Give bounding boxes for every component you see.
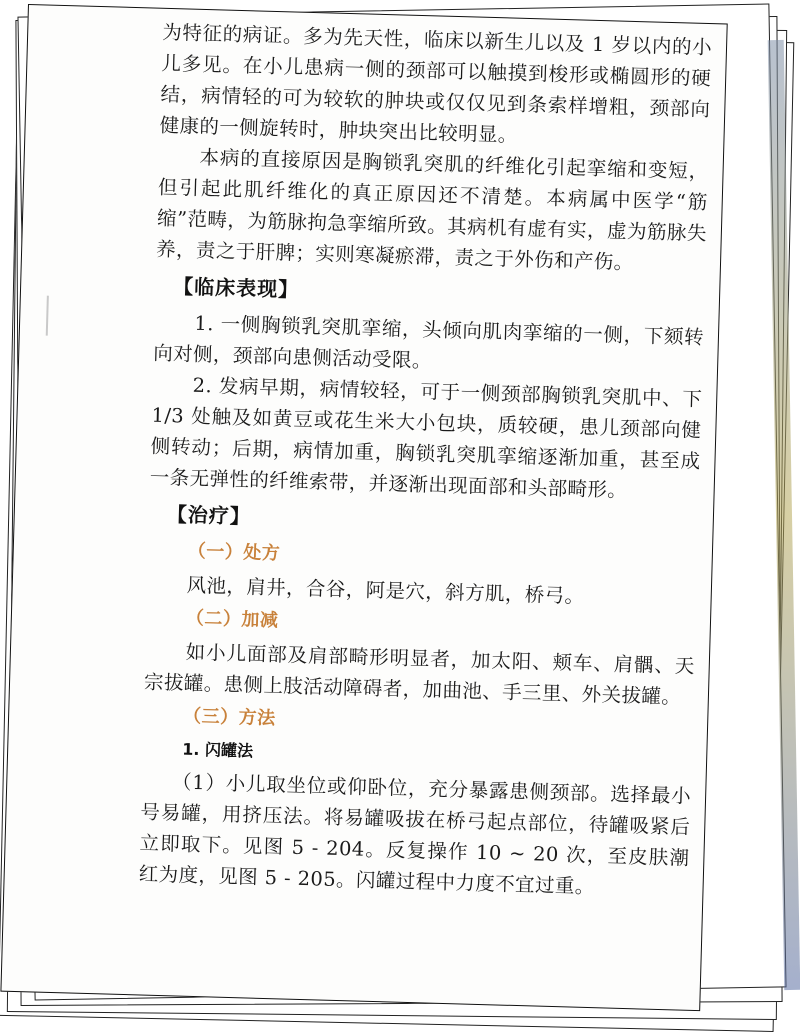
prescription-heading: （一）处方 bbox=[187, 540, 281, 565]
treatment-heading: 【治疗】 bbox=[166, 502, 252, 529]
prescription-text: 风池，肩井，合谷，阿是穴，斜方肌，桥弓。 bbox=[146, 572, 585, 608]
flash-cupping-heading: 1. 闪罐法 bbox=[181, 739, 254, 761]
page-content bbox=[138, 17, 712, 905]
margin-mark bbox=[46, 296, 49, 336]
clinical-item-2: 2. 发病早期，病情较轻，可于一侧颈部胸锁乳突肌中、下 1/3 处触及如黄豆或花生米大小包块，质较硬，患儿颈部向健侧转动；后期，病情加重，胸锁乳突肌挛缩逐渐加重，甚至成一条无弹性的纤维索带，并逐渐出现面部和头部畸形。 bbox=[149, 372, 710, 502]
method-heading: （三）方法 bbox=[182, 705, 276, 730]
flash-cupping-text: （1）小儿取坐位或仰卧位，充分暴露患侧颈部。选择最小号易罐，用挤压法。将易罐吸拔在桥弓起点部位，待罐吸紧后立即取下。见图 5 - 204。反复操作 10 ~ 20 次，至皮肤潮红为度，见图 5 - 205。闪罐过程中力度不宜过重。 bbox=[138, 769, 692, 899]
book-page bbox=[0, 4, 727, 1011]
cause-paragraph: 本病的直接原因是胸锁乳突肌的纤维化引起挛缩和变短，但引起此肌纤维化的真正原因还不清楚。本病属中医学“筋缩”范畴，为筋脉拘急挛缩所致。其病机有虚有实，虚为筋脉失养，责之于肝脾；实则寒凝瘀滞，责之于外伤和产伤。 bbox=[155, 144, 709, 275]
modify-heading: （二）加减 bbox=[185, 607, 279, 632]
clinical-item-1: 1. 一侧胸锁乳突肌挛缩，头倾向肌肉挛缩的一侧，下颏转向对侧，颈部向患侧活动受限。 bbox=[152, 310, 705, 373]
intro-paragraph: 为特征的病证。多为先天性，临床以新生儿以及 1 岁以内的小儿多见。在小儿患病一侧的颈部可以触摸到梭形或椭圆形的硬结，病情轻的可为较软的肿块或仅仅见到条索样增粗，颈部向健康的一侧旋转时，肿块突出比较明显。 bbox=[159, 20, 713, 147]
modify-text: 如小儿面部及肩部畸形明显者，加太阳、颊车、肩髃、天宗拔罐。患侧上肢活动障碍者，加曲池、手三里、外关拔罐。 bbox=[143, 639, 696, 709]
clinical-heading: 【临床表现】 bbox=[172, 274, 300, 302]
